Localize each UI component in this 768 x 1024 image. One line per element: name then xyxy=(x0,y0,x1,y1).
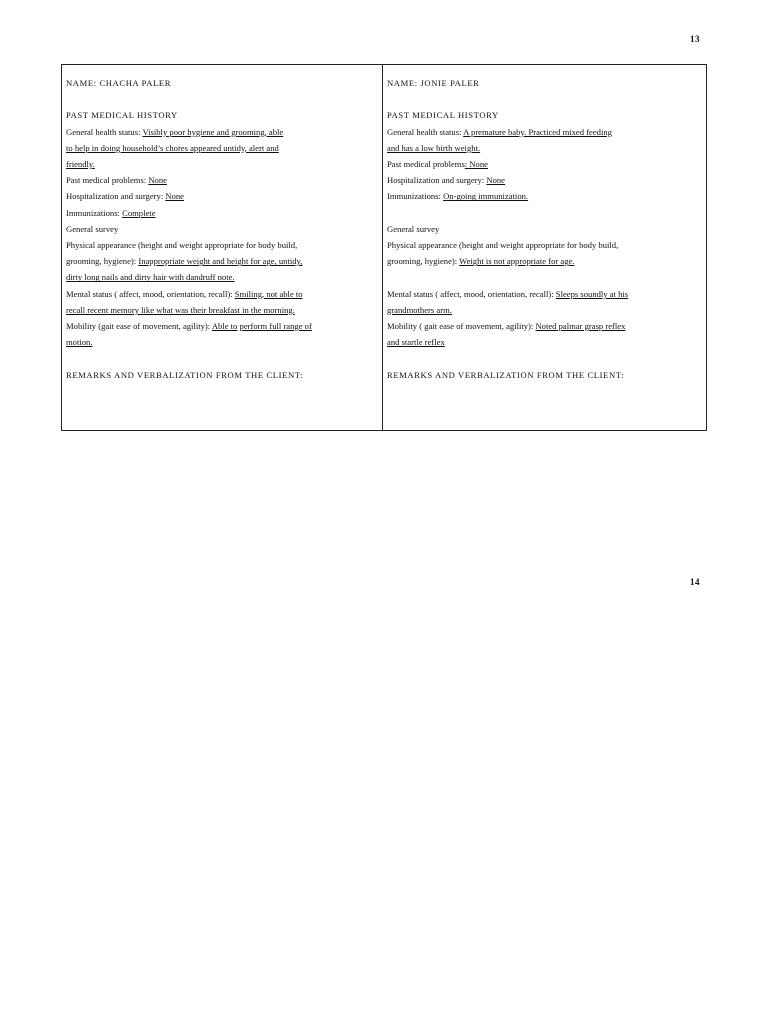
remarks-heading: REMARKS AND VERBALIZATION FROM THE CLIENT: xyxy=(387,369,625,380)
page-number-top: 13 xyxy=(690,34,700,44)
client-name: CHACHA PALER xyxy=(99,78,172,88)
past-problems-row xyxy=(66,172,378,188)
mental-status-row xyxy=(66,286,378,302)
immunizations-label: Immunizations: xyxy=(66,207,123,218)
physical-appearance-label: Physical appearance (height and weight appropriate for body build, xyxy=(66,240,298,251)
spacer xyxy=(387,91,702,107)
general-health-value: A premature baby. Practiced mixed feeding xyxy=(463,126,612,137)
mobility-continuation xyxy=(66,334,378,350)
mobility-value-b: perform full range of xyxy=(239,321,312,332)
mobility-label: Mobility (gait ease of movement, agility): xyxy=(66,321,212,332)
general-survey-heading: General survey xyxy=(387,223,440,234)
physical-appearance-row xyxy=(66,253,378,269)
mental-status-value: Smiling, not able to xyxy=(234,288,303,299)
mobility-row xyxy=(66,318,378,334)
general-health-continuation-2 xyxy=(66,156,378,172)
mental-status-label: Mental status ( affect, mood, orientation, recall): xyxy=(387,288,556,299)
mobility-value-2: and startle reflex xyxy=(387,337,445,348)
general-survey-heading: General survey xyxy=(66,223,119,234)
general-health-value-3: friendly. xyxy=(66,159,95,169)
mobility-value-2: motion. xyxy=(66,337,93,348)
mobility-value: Able to xyxy=(211,321,238,332)
physical-appearance-value-2: dirty long nails and dirty hair with dandruff note. xyxy=(66,272,235,283)
general-health-row xyxy=(387,124,702,140)
mental-status-value: Sleeps soundly at his xyxy=(555,288,629,299)
past-problems-value: : None xyxy=(464,159,488,169)
physical-appearance-label-2: grooming, hygiene): xyxy=(387,256,460,267)
general-health-label: General health status: xyxy=(387,126,464,137)
remarks-heading: REMARKS AND VERBALIZATION FROM THE CLIENT: xyxy=(66,369,304,380)
general-health-value-2: to help in doing household’s chores appeared untidy, alert and xyxy=(66,142,279,153)
past-medical-history-heading: PAST MEDICAL HISTORY xyxy=(66,110,178,121)
past-problems-value: None xyxy=(148,175,167,186)
general-health-value: Visibly poor hygiene and grooming, able xyxy=(142,126,284,137)
immunizations-label: Immunizations: xyxy=(387,191,444,202)
hospitalization-label: Hospitalization and surgery: xyxy=(66,191,166,202)
hospitalization-value: None xyxy=(486,175,505,186)
spacer xyxy=(66,91,378,107)
past-problems-label: Past medical problems: xyxy=(66,175,149,186)
client-name-row xyxy=(387,75,702,91)
hospitalization-value: None xyxy=(165,191,184,202)
mobility-value: Noted palmar grasp reflex xyxy=(535,321,626,331)
hospitalization-row xyxy=(387,172,702,188)
general-health-continuation xyxy=(66,140,378,156)
client-record-jonie xyxy=(383,65,706,430)
hospitalization-row xyxy=(66,188,378,204)
immunizations-value: On-going immunization. xyxy=(443,191,529,202)
general-health-continuation xyxy=(387,140,702,156)
physical-appearance-label-2: grooming, hygiene): xyxy=(66,256,139,267)
immunizations-row xyxy=(66,205,378,221)
name-label: NAME: xyxy=(66,78,100,88)
immunizations-row xyxy=(387,188,702,204)
immunizations-value: Complete xyxy=(122,207,156,218)
physical-appearance-label: Physical appearance (height and weight appropriate for body build, xyxy=(387,240,619,250)
past-problems-label: Past medical problems xyxy=(387,159,465,169)
page-number-bottom: 14 xyxy=(690,577,700,587)
spacer xyxy=(387,205,702,221)
spacer xyxy=(387,269,702,285)
client-name-row xyxy=(66,75,378,91)
health-history-table xyxy=(61,64,707,431)
spacer xyxy=(66,350,378,366)
past-problems-row xyxy=(387,156,702,172)
mobility-label: Mobility ( gait ease of movement, agility): xyxy=(387,321,536,331)
physical-appearance-value: Weight is not appropriate for age. xyxy=(459,256,575,267)
client-record-chacha xyxy=(62,65,383,430)
mobility-continuation xyxy=(387,334,702,350)
physical-appearance-row xyxy=(387,253,702,269)
general-health-row xyxy=(66,124,378,140)
physical-appearance-continuation xyxy=(66,269,378,285)
mental-status-continuation xyxy=(387,302,702,318)
physical-appearance-value: Inappropriate weight and height for age, untidy, xyxy=(138,256,303,267)
general-health-value-2: and has a low birth weight. xyxy=(387,142,481,153)
name-label: NAME: xyxy=(387,78,421,88)
mental-status-label: Mental status ( affect, mood, orientation, recall): xyxy=(66,288,235,299)
mobility-row xyxy=(387,318,702,334)
past-medical-history-heading: PAST MEDICAL HISTORY xyxy=(387,110,499,121)
mental-status-continuation xyxy=(66,302,378,318)
spacer xyxy=(387,350,702,366)
general-health-label: General health status: xyxy=(66,126,143,137)
mental-status-row xyxy=(387,286,702,302)
client-name: JONIE PALER xyxy=(420,78,480,88)
mental-status-value-2: grandmothers arm. xyxy=(387,304,452,315)
hospitalization-label: Hospitalization and surgery: xyxy=(387,175,487,186)
mental-status-value-2: recall recent memory like what was their breakfast in the morning. xyxy=(66,304,295,315)
